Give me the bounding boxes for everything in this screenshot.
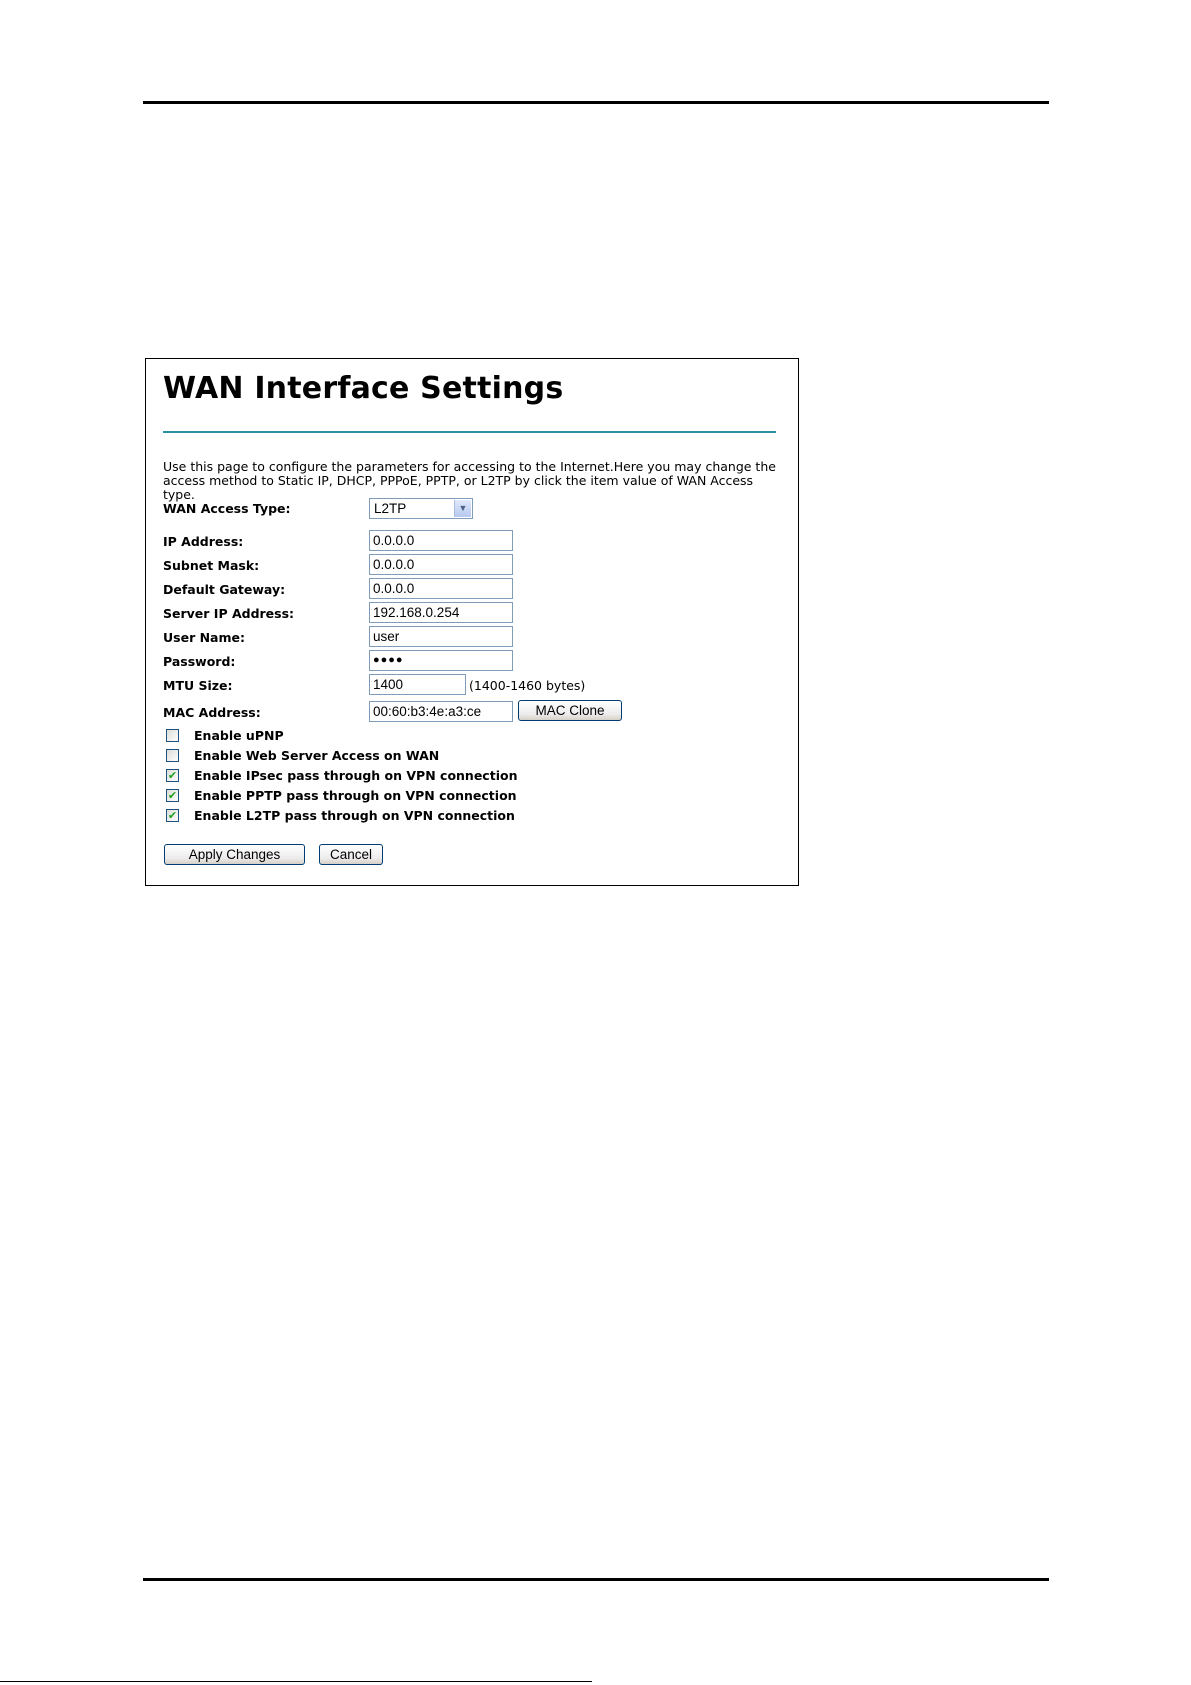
- mtu-size-note: (1400-1460 bytes): [469, 678, 586, 693]
- checkbox-ipsec[interactable]: [166, 769, 179, 782]
- checkbox-label-upnp: Enable uPNP: [194, 728, 284, 743]
- ip-address-input[interactable]: 0.0.0.0: [369, 530, 513, 551]
- wan-access-type-label: WAN Access Type:: [163, 501, 291, 516]
- page-title: WAN Interface Settings: [163, 371, 564, 406]
- checkbox-label-pptp: Enable PPTP pass through on VPN connection: [194, 788, 517, 803]
- checkbox-label-web-server: Enable Web Server Access on WAN: [194, 748, 440, 763]
- check-icon: ✔: [167, 789, 178, 802]
- default-gateway-label: Default Gateway:: [163, 582, 286, 597]
- title-divider: [163, 431, 776, 433]
- checkbox-upnp[interactable]: [166, 729, 179, 742]
- footer-rule: [143, 1578, 1049, 1581]
- checkbox-pptp[interactable]: [166, 789, 179, 802]
- chevron-down-icon[interactable]: ▼: [454, 500, 471, 517]
- subnet-mask-label: Subnet Mask:: [163, 558, 260, 573]
- apply-changes-button[interactable]: Apply Changes: [164, 844, 305, 865]
- password-label: Password:: [163, 654, 236, 669]
- page-edge-line: [0, 1681, 592, 1682]
- password-input[interactable]: ●●●●: [369, 650, 513, 671]
- wan-access-type-value: L2TP: [374, 501, 407, 516]
- server-ip-input[interactable]: 192.168.0.254: [369, 602, 513, 623]
- subnet-mask-input[interactable]: 0.0.0.0: [369, 554, 513, 575]
- user-name-label: User Name:: [163, 630, 245, 645]
- check-icon: ✔: [167, 769, 178, 782]
- wan-access-type-select[interactable]: [369, 498, 473, 519]
- mac-clone-button[interactable]: MAC Clone: [518, 700, 622, 721]
- mtu-size-label: MTU Size:: [163, 678, 233, 693]
- wan-settings-panel: [145, 358, 799, 886]
- default-gateway-input[interactable]: 0.0.0.0: [369, 578, 513, 599]
- header-rule: [143, 101, 1049, 104]
- ip-address-label: IP Address:: [163, 534, 244, 549]
- mac-address-input[interactable]: 00:60:b3:4e:a3:ce: [369, 701, 513, 722]
- server-ip-label: Server IP Address:: [163, 606, 295, 621]
- checkbox-label-ipsec: Enable IPsec pass through on VPN connection: [194, 768, 518, 783]
- checkbox-web-server[interactable]: [166, 749, 179, 762]
- page-description: Use this page to configure the parameters for accessing to the Internet.Here you may change the access method to Static IP, DHCP, PPPoE, PPTP, or L2TP by click the item value of WAN Access type.: [163, 459, 776, 502]
- user-name-input[interactable]: user: [369, 626, 513, 647]
- checkbox-label-l2tp: Enable L2TP pass through on VPN connection: [194, 808, 515, 823]
- check-icon: ✔: [167, 809, 178, 822]
- checkbox-l2tp[interactable]: [166, 809, 179, 822]
- mac-address-label: MAC Address:: [163, 705, 261, 720]
- mtu-size-input[interactable]: 1400: [369, 674, 466, 695]
- cancel-button[interactable]: Cancel: [319, 844, 383, 865]
